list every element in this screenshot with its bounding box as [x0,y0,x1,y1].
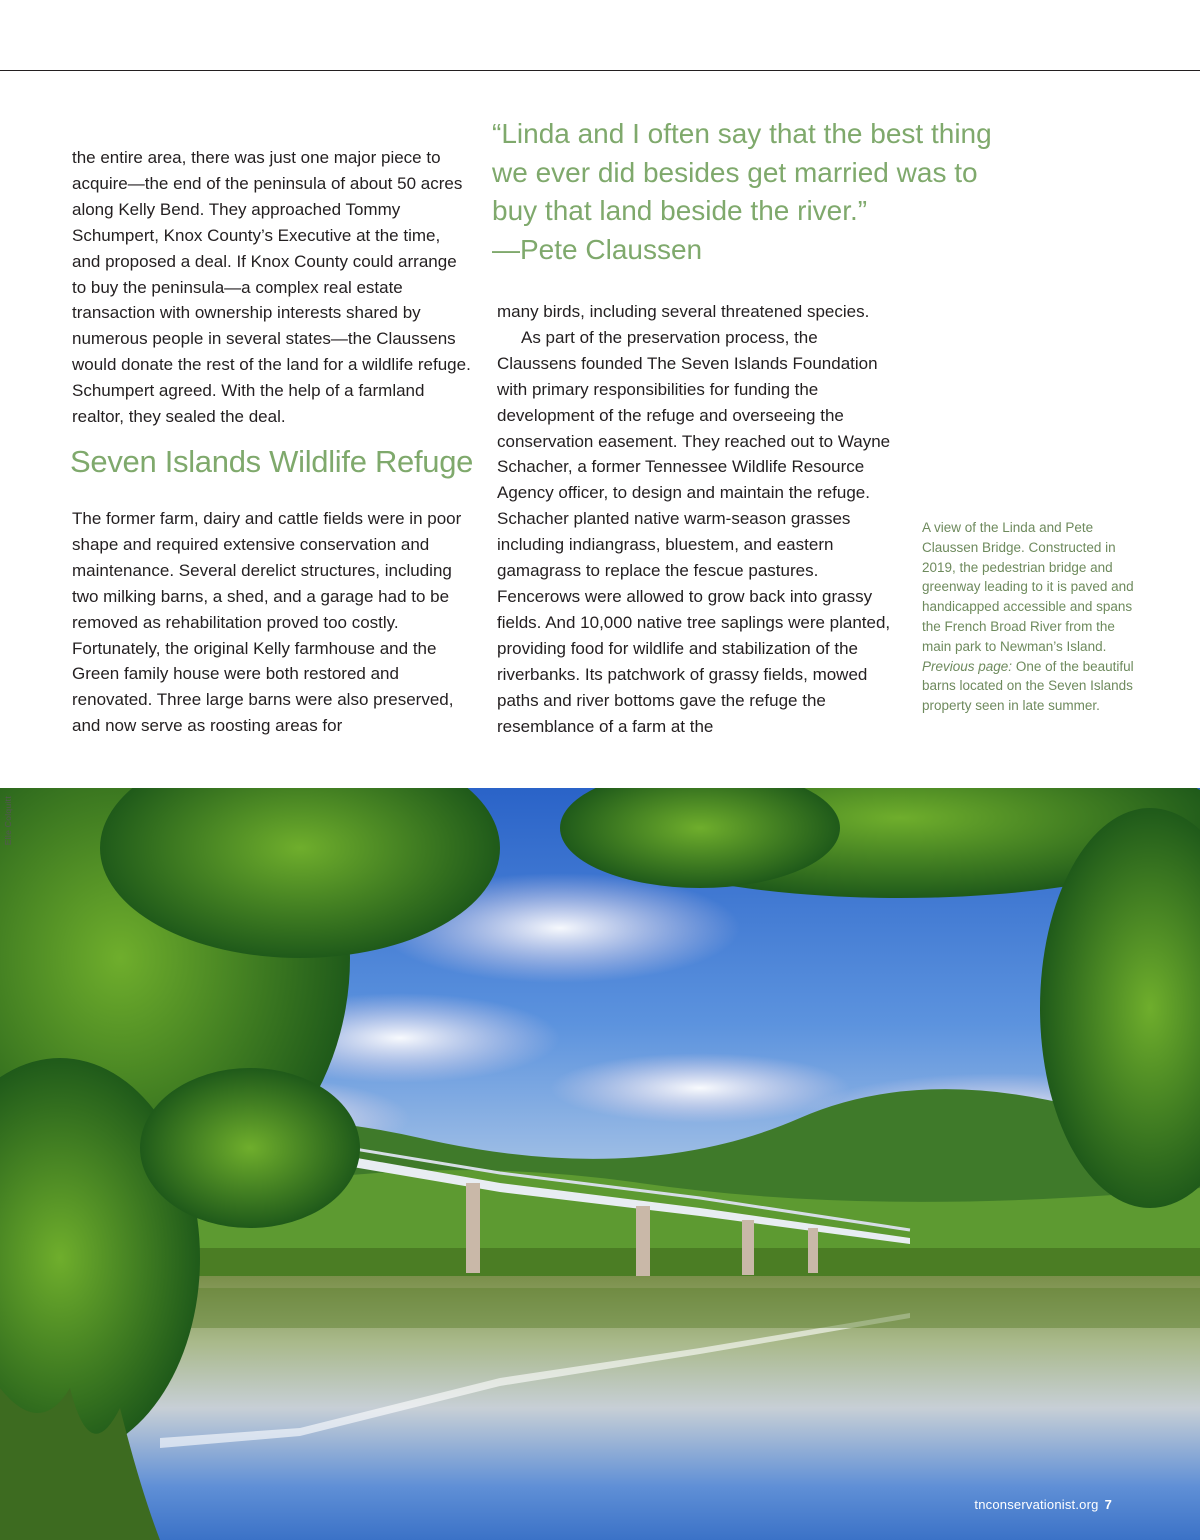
bridge-photo [0,788,1200,1540]
photo-credit: Elle Colquitt [3,796,13,846]
footer-website: tnconservationist.org [974,1497,1099,1512]
pull-quote-attribution: —Pete Claussen [492,233,703,265]
top-rule [0,70,1200,71]
photo-caption [922,518,1134,716]
column-2 [497,299,897,739]
pull-quote [492,115,1012,269]
pull-quote-text: “Linda and I often say that the best thing we ever did besides get married was to buy that land beside the river.” [492,118,992,226]
body-paragraph: The former farm, dairy and cattle fields were in poor shape and required extensive conservation and maintenance. Several derelict structures, including two milking barns, a shed, and a garage had to be removed as rehabilitation proved too costly. Fortunately, the original Kelly farmhouse and the Green family house were both restored and renovated. Three large barns were also preserved, and now serve as roosting areas for [72,509,462,736]
section-heading: Seven Islands Wildlife Refuge [70,444,474,479]
column-1-top [72,145,472,430]
body-paragraph: many birds, including several threatened species. [497,302,870,321]
page-footer [974,1497,1112,1512]
body-paragraph: the entire area, there was just one major piece to acquire—the end of the peninsula of about 50 acres along Kelly Bend. They approached Tommy Schumpert, Knox County’s Executive at the time, and proposed a deal. If Knox County could arrange to buy the peninsula—a complex real estate transaction with ownership interests shared by numerous people in several states—the Claussens would donate the rest of the land for a wildlife refuge. Schumpert agreed. With the help of a farmland realtor, they sealed the deal. [72,148,471,427]
caption-previous-text: One of the beautiful barns located on the Seven Islands property seen in late summer. [922,658,1134,714]
page-number: 7 [1104,1497,1112,1512]
caption-text: A view of the Linda and Pete Claussen Bridge. Constructed in 2019, the pedestrian bridge and greenway leading to it is paved and handicapped accessible and spans the French Broad River from the main park to Newman’s Island. [922,520,1134,654]
column-1-bottom [72,506,472,739]
caption-previous-label: Previous page: [922,658,1013,674]
body-paragraph: As part of the preservation process, the Claussens founded The Seven Islands Foundation with primary responsibilities for funding the development of the refuge and overseeing the conservation easement. They reached out to Wayne Schacher, a former Tennessee Wildlife Resource Agency officer, to design and maintain the refuge. Schacher planted native warm-season grasses including indiangrass, bluestem, and eastern gamagrass to replace the fescue pastures. Fencerows were allowed to grow back into grassy fields. And 10,000 native tree saplings were planted, providing food for wildlife and stabilization of the riverbanks. Its patchwork of grassy fields, mowed paths and river bottoms gave the refuge the resemblance of a farm at the [497,327,891,736]
